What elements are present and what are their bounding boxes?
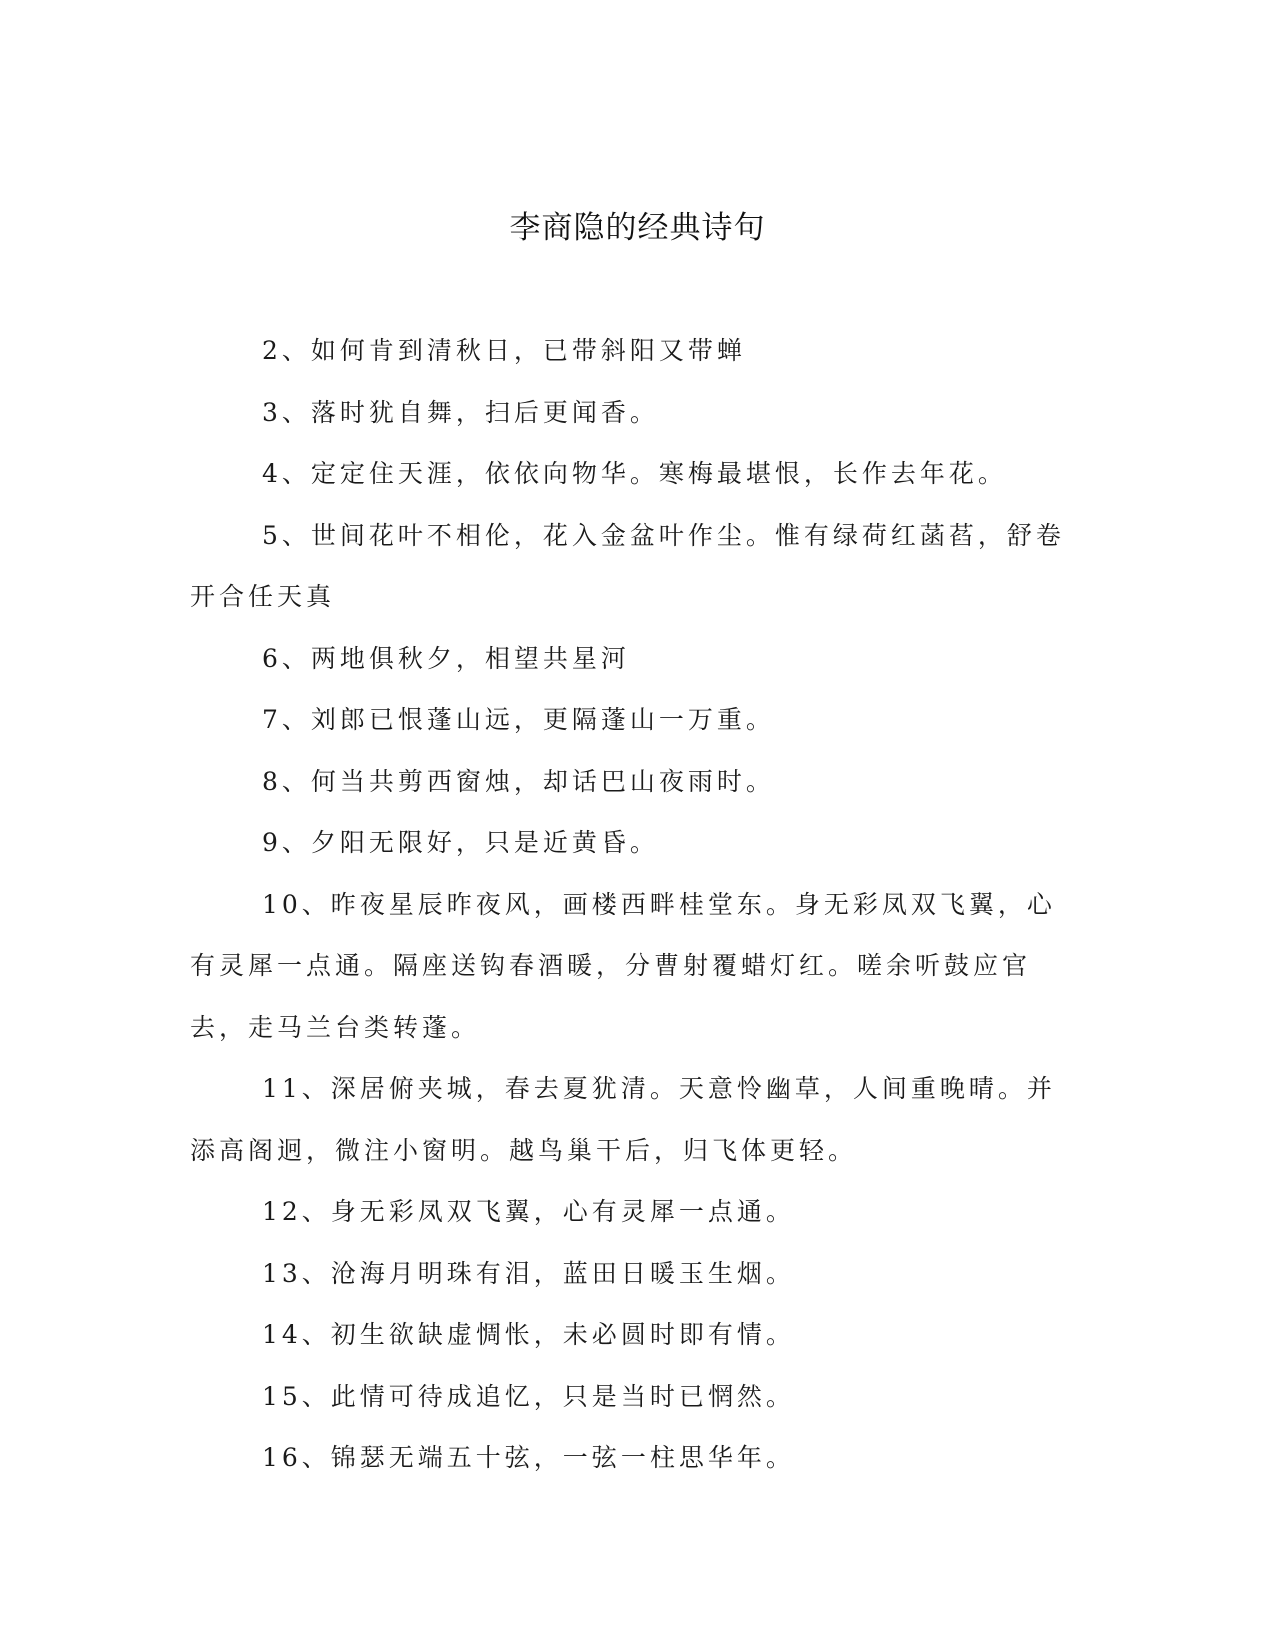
poem-line-15: 15、此情可待成追忆，只是当时已惘然。 xyxy=(262,1381,795,1411)
poem-line-9: 9、夕阳无限好，只是近黄昏。 xyxy=(262,828,659,857)
poem-line-5: 5、世间花叶不相伦，花入金盆叶作尘。惟有绿荷红菡萏，舒卷开合任天真 xyxy=(190,520,1065,611)
poem-line-13: 13、沧海月明珠有泪，蓝田日暖玉生烟。 xyxy=(262,1258,795,1288)
poem-line-4: 4、定定住天涯，依依向物华。寒梅最堪恨，长作去年花。 xyxy=(262,459,1007,488)
poem-line-3: 3、落时犹自舞，扫后更闻香。 xyxy=(262,397,659,427)
poem-line-2: 2、如何肯到清秋日，已带斜阳又带蝉 xyxy=(262,336,746,365)
page-title: 李商隐的经典诗句 xyxy=(509,210,766,246)
poem-line-10: 10、昨夜星辰昨夜风，画楼西畔桂堂东。身无彩凤双飞翼，心有灵犀一点通。隔座送钩春酒暖，分曹射覆蜡灯红。嗟余听鼓应官去，走马兰台类转蓬。 xyxy=(190,889,1056,1042)
poem-line-11: 11、深居俯夹城，春去夏犹清。天意怜幽草，人间重晚晴。并添高阁迥，微注小窗明。越鸟巢干后，归飞体更轻。 xyxy=(190,1074,1056,1165)
poem-line-16: 16、锦瑟无端五十弦，一弦一柱思华年。 xyxy=(262,1443,795,1472)
poem-line-8: 8、何当共剪西窗烛，却话巴山夜雨时。 xyxy=(262,766,775,796)
poem-line-7: 7、刘郎已恨蓬山远，更隔蓬山一万重。 xyxy=(262,705,775,734)
document-body xyxy=(190,320,1075,1489)
poem-line-14: 14、初生欲缺虚惆怅，未必圆时即有情。 xyxy=(262,1320,795,1349)
poem-line-12: 12、身无彩凤双飞翼，心有灵犀一点通。 xyxy=(262,1197,795,1226)
poem-line-6: 6、两地俱秋夕，相望共星河 xyxy=(262,643,630,673)
